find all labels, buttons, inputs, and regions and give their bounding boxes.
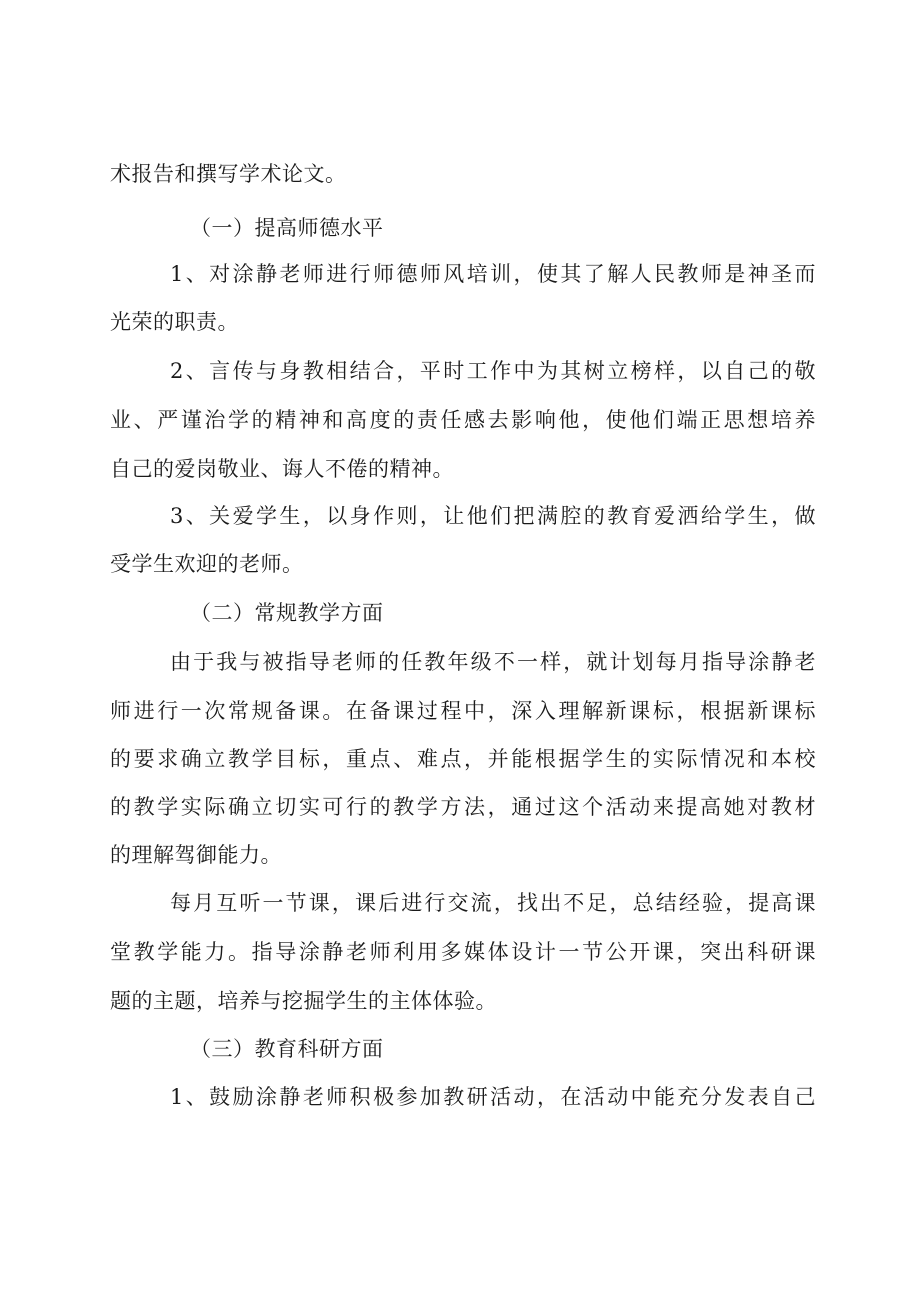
text-line: 受学生欢迎的老师。 bbox=[110, 552, 304, 576]
text-line: 师进行一次常规备课。在备课过程中，深入理解新课标，根据新课标 bbox=[110, 699, 816, 723]
text-line: 术报告和撰写学术论文。 bbox=[110, 162, 347, 186]
section-heading-2: （二）常规教学方面 bbox=[190, 601, 384, 625]
text-line: 业、严谨治学的精神和高度的责任感去影响他，使他们端正思想培养 bbox=[110, 408, 816, 432]
text-line: 2、言传与身教相结合，平时工作中为其树立榜样，以自己的敬 bbox=[170, 359, 816, 383]
text-line: 的教学实际确立切实可行的教学方法，通过这个活动来提高她对教材 bbox=[110, 795, 816, 819]
text-line: 由于我与被指导老师的任教年级不一样，就计划每月指导涂静老 bbox=[170, 650, 816, 674]
section-heading-3: （三）教育科研方面 bbox=[190, 1037, 384, 1061]
text-line: 堂教学能力。指导涂静老师利用多媒体设计一节公开课，突出科研课 bbox=[110, 940, 816, 964]
text-line: 光荣的职责。 bbox=[110, 310, 239, 334]
section-heading-1: （一）提高师德水平 bbox=[190, 216, 384, 240]
text-line: 自己的爱岗敬业、诲人不倦的精神。 bbox=[110, 457, 454, 481]
text-line: 1、鼓励涂静老师积极参加教研活动，在活动中能充分发表自己 bbox=[170, 1085, 816, 1109]
text-line: 1、对涂静老师进行师德师风培训，使其了解人民教师是神圣而 bbox=[170, 262, 816, 286]
text-line: 的理解驾御能力。 bbox=[110, 843, 282, 867]
text-line: 的要求确立教学目标，重点、难点，并能根据学生的实际情况和本校 bbox=[110, 747, 816, 771]
text-line: 题的主题，培养与挖掘学生的主体体验。 bbox=[110, 989, 497, 1013]
text-line: 每月互听一节课，课后进行交流，找出不足，总结经验，提高课 bbox=[170, 891, 816, 915]
text-line: 3、关爱学生，以身作则，让他们把满腔的教育爱洒给学生，做 bbox=[170, 504, 816, 528]
